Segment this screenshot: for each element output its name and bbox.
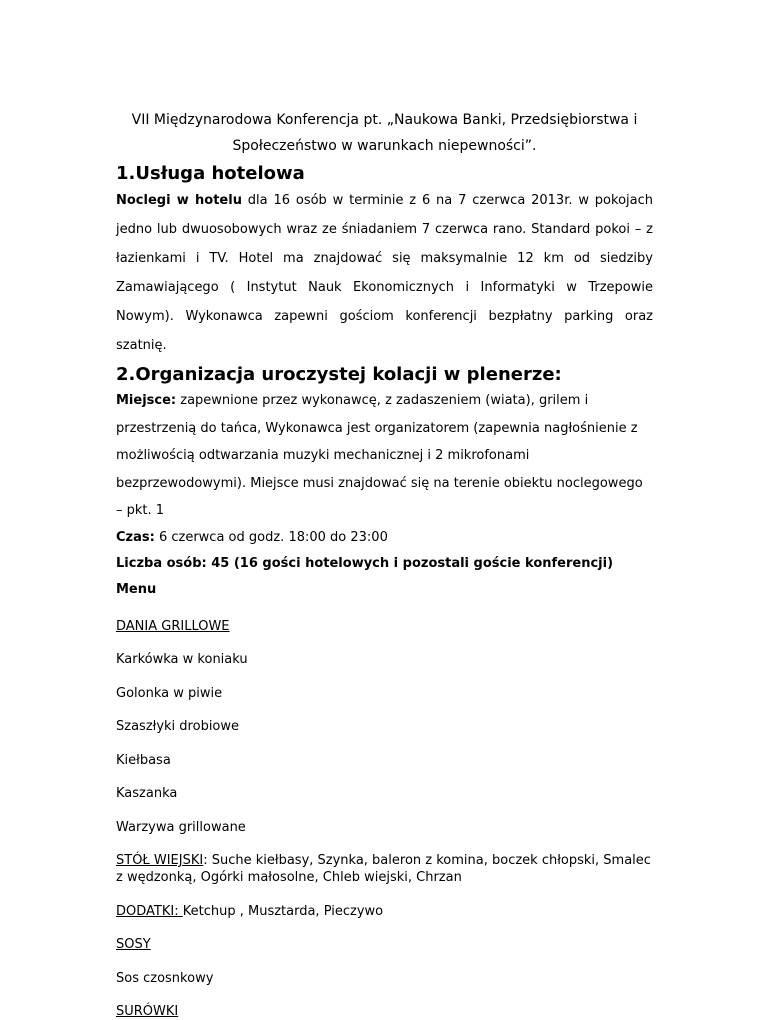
menu-item: Szaszłyki drobiowe (116, 718, 653, 735)
place-text: zapewnione przez wykonawcę, z zadaszeniem (wiata), grilem i przestrzenią do tańca, Wykonawca jest organizatorem (zapewnia nagłośnienie z możliwością odtwarzania muzyki mechanicznej i 2 mikrofonami bezprzewodowymi). Miejsce musi znajdować się na terenie obiektu noclegowego – pkt. 1 (116, 393, 643, 518)
menu-label: Menu (116, 582, 156, 597)
salads-heading-text: SURÓWKI (116, 1004, 178, 1019)
menu-label-paragraph (116, 577, 653, 603)
sauces-heading-text: SOSY (116, 937, 151, 952)
section-1-text: dla 16 osób w terminie z 6 na 7 czerwca 2013r. w pokojach jedno lub dwuosobowych wraz ze śniadaniem 7 czerwca rano. Standard pokoi – z łazienkami i TV. Hotel ma znajdować się maksymalnie 12 km od siedziby Zamawiającego ( Instytut Nauk Ekonomicznych i Informatyki w Trzepowie Nowym). Wykonawca zapewni gościom konferencji bezpłatny parking oraz szatnię. (116, 193, 653, 353)
menu-item: Karkówka w koniaku (116, 651, 653, 668)
place-paragraph (116, 387, 653, 525)
menu-list (116, 618, 653, 1020)
section-2-heading: 2.Organizacja uroczystej kolacji w plenerze: (116, 363, 653, 387)
menu-item: Golonka w piwie (116, 685, 653, 702)
village-table-paragraph (116, 852, 653, 886)
extras-label: DODATKI: (116, 904, 183, 919)
extras-paragraph (116, 903, 653, 920)
place-label: Miejsce: (116, 393, 176, 408)
menu-item: Sos czosnkowy (116, 970, 653, 987)
village-table-label: STÓŁ WIEJSKI (116, 853, 203, 868)
section-1-paragraph (116, 186, 653, 360)
time-paragraph (116, 525, 653, 551)
menu-item: Kaszanka (116, 785, 653, 802)
section-1-heading: 1.Usługa hotelowa (116, 162, 653, 186)
people-paragraph (116, 551, 653, 577)
people-count: Liczba osób: 45 (16 gości hotelowych i pozostali goście konferencji) (116, 556, 613, 571)
village-table-text: : Suche kiełbasy, Szynka, baleron z komina, boczek chłopski, Smalec z wędzonką, Ogórki małosolne, Chleb wiejski, Chrzan (116, 853, 651, 885)
title-line-1: VII Międzynarodowa Konferencja pt. „Naukowa Banki, Przedsiębiorstwa i (116, 0, 653, 133)
document-title (116, 0, 653, 159)
time-label: Czas: (116, 530, 155, 545)
grill-heading-text: DANIA GRILLOWE (116, 619, 230, 634)
menu-item: Kiełbasa (116, 752, 653, 769)
time-text: 6 czerwca od godz. 18:00 do 23:00 (155, 530, 388, 545)
extras-text: Ketchup , Musztarda, Pieczywo (183, 904, 383, 919)
grill-heading (116, 618, 653, 635)
title-line-2: Społeczeństwo w warunkach niepewności”. (116, 133, 653, 159)
salads-heading (116, 1003, 653, 1020)
sauces-heading (116, 936, 653, 953)
section-1-bold-lead: Noclegi w hotelu (116, 193, 242, 208)
menu-item: Warzywa grillowane (116, 819, 653, 836)
